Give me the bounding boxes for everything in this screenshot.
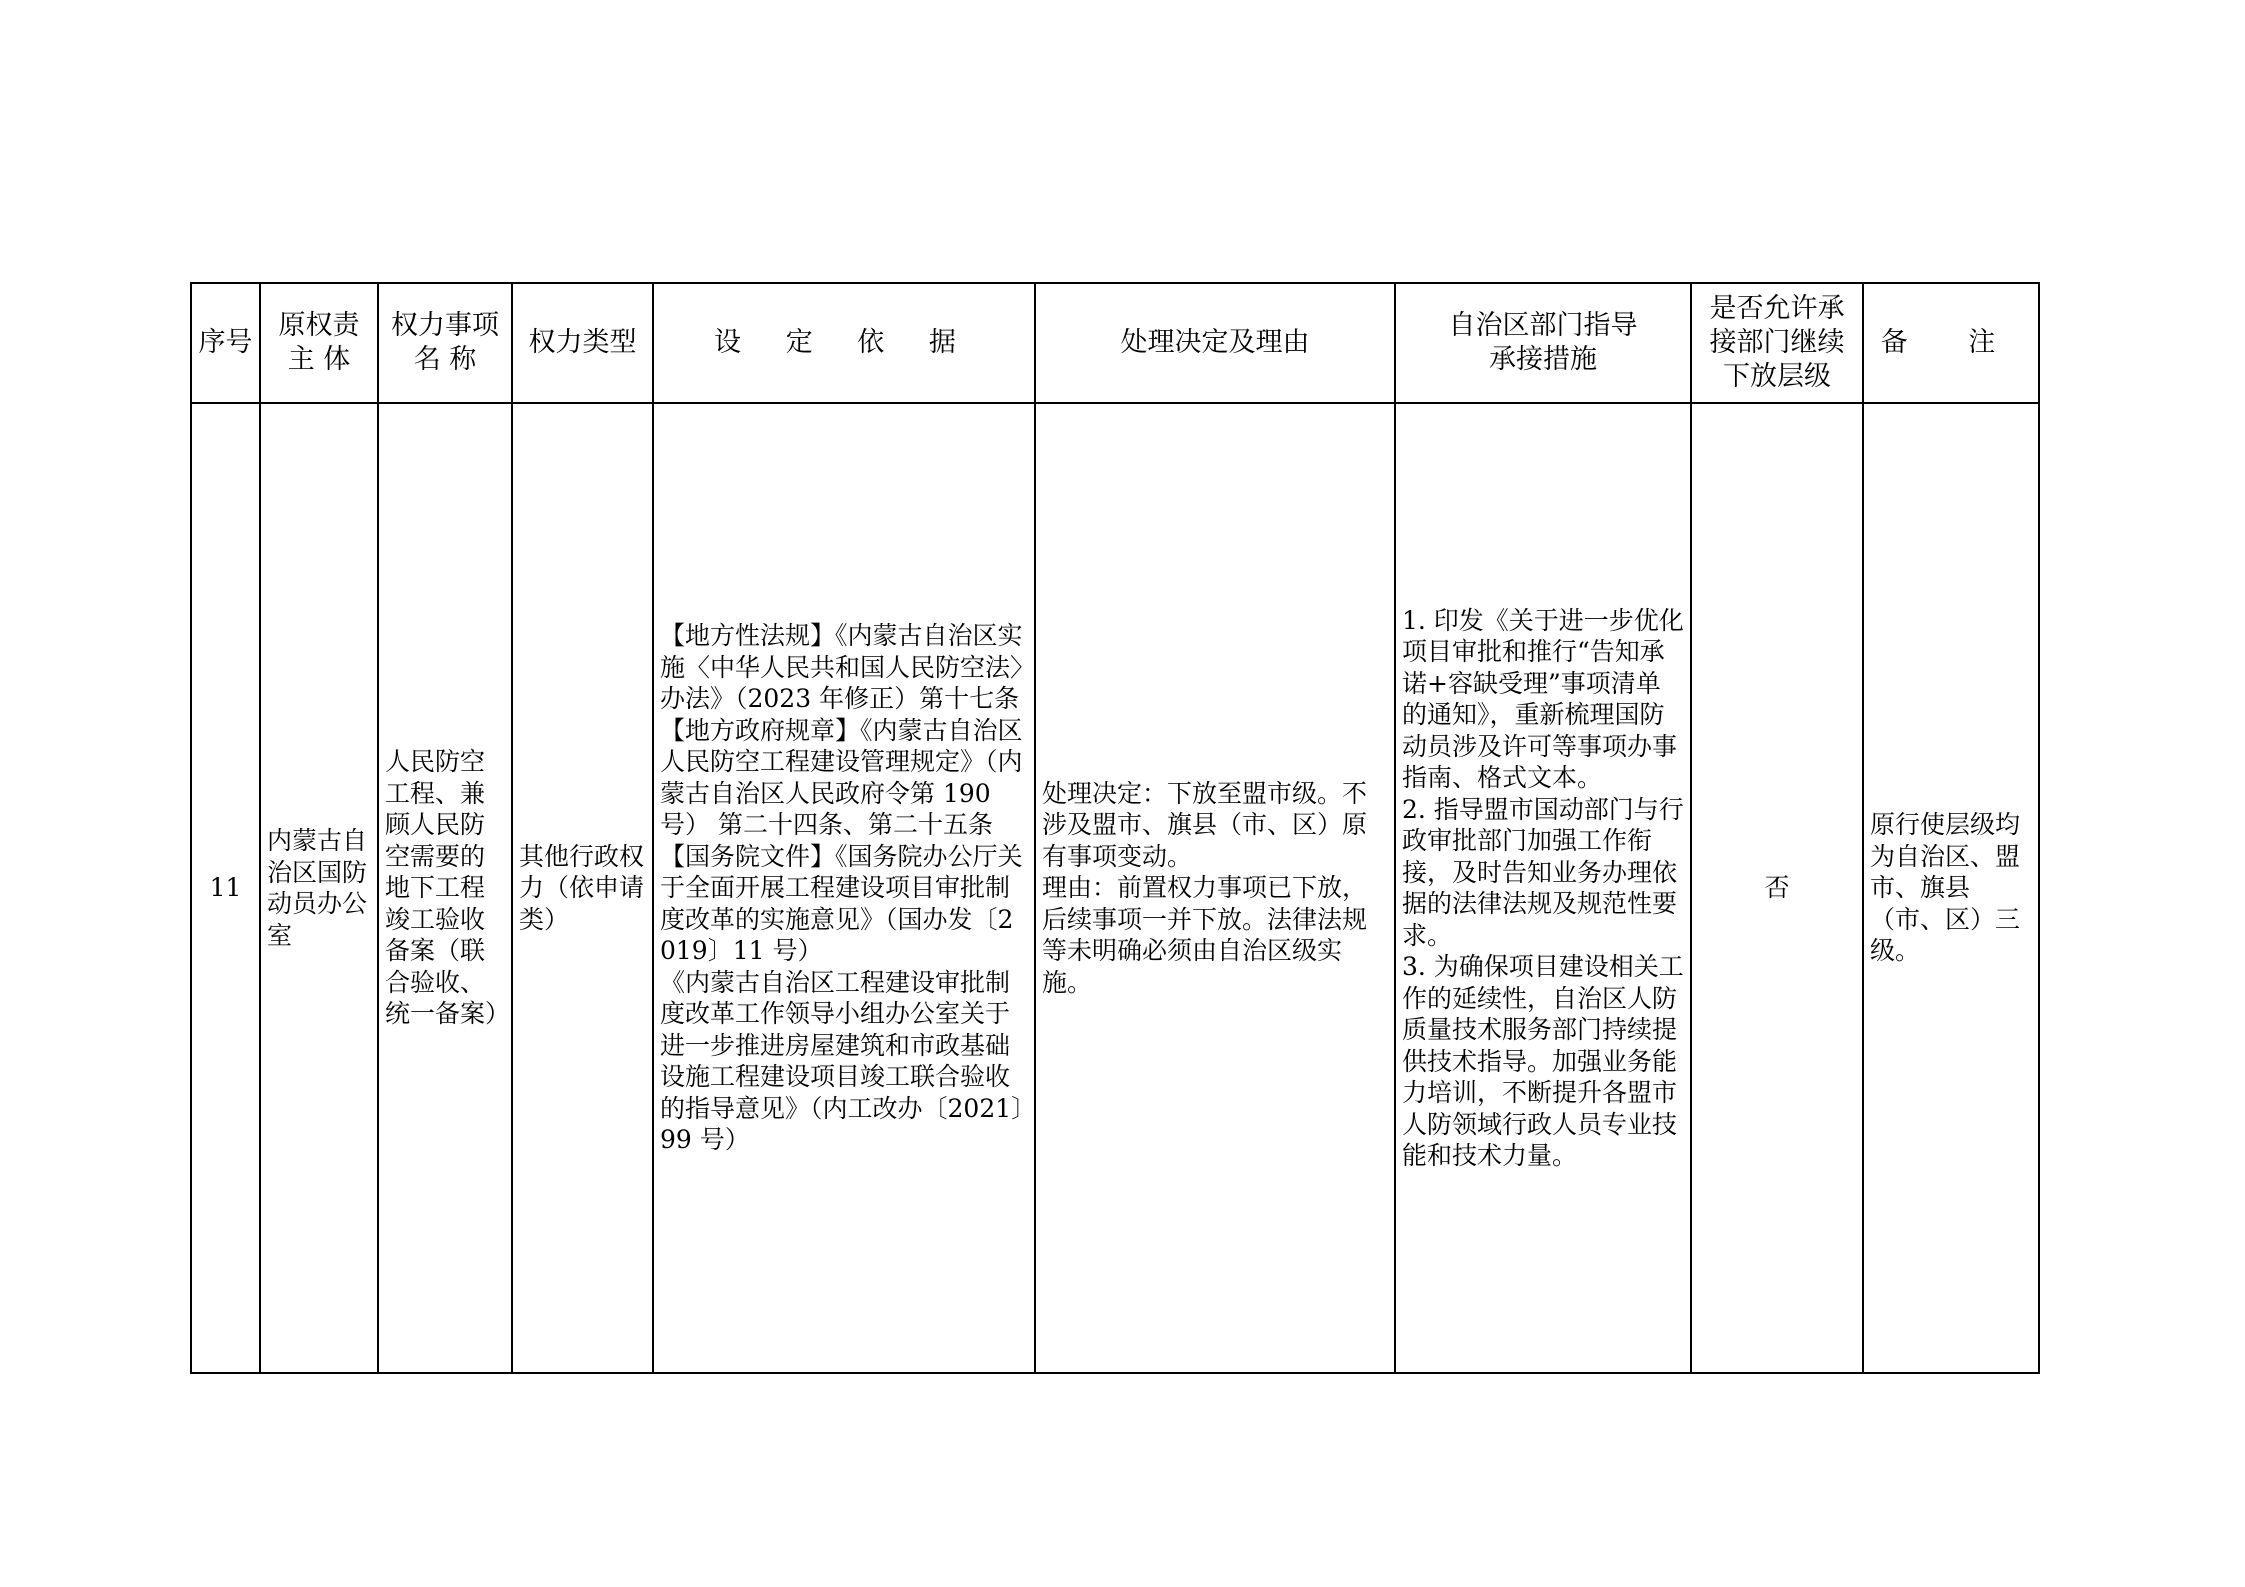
table-header-row [191,283,2039,403]
table-row [191,403,2039,1373]
cell-index: 11 [191,403,260,1373]
header-remarks: 备 注 [1863,283,2039,403]
header-measures: 自治区部门指导 承接措施 [1395,283,1691,403]
cell-remarks: 原行使层级均为自治区、盟市、旗县（市、区）三级。 [1863,403,2039,1373]
cell-measures: 1. 印发《关于进一步优化项目审批和推行“告知承诺+容缺受理”事项清单的通知》，重新梳理国防动员涉及许可等事项办事指南、格式文本。 2. 指导盟市国动部门与行政审批部门加强工作衔接，及时告知业务办理依据的法律法规及规范性要求。 3. 为确保项目建设相关工作的延续性，自治区人防质量技术服务部门持续提供技术指导。加强业务能力培训，不断提升各盟市人防领域行政人员专业技能和技术力量。 [1395,403,1691,1373]
header-index: 序号 [191,283,260,403]
header-allow-delegate: 是否允许承 接部门继续 下放层级 [1691,283,1863,403]
header-original-subject: 原权责 主 体 [260,283,378,403]
cell-basis: 【地方性法规】《内蒙古自治区实施〈中华人民共和国人民防空法〉办法》（2023 年修正）第十七条 【地方政府规章】《内蒙古自治区人民防空工程建设管理规定》（内蒙古自治区人民政府令第 190 号） 第二十四条、第二十五条 【国务院文件】《国务院办公厅关于全面开展工程建设项目审批制度改革的实施意见》（国办发〔2019〕11 号） 《内蒙古自治区工程建设审批制度改革工作领导小组办公室关于进一步推进房屋建筑和市政基础设施工程建设项目竣工联合验收的指导意见》（内工改办〔2021〕99 号） [653,403,1035,1373]
header-item-name: 权力事项 名 称 [378,283,512,403]
cell-item-name: 人民防空工程、兼顾人民防空需要的地下工程竣工验收备案（联合验收、统一备案） [378,403,512,1373]
cell-decision: 处理决定：下放至盟市级。不涉及盟市、旗县（市、区）原有事项变动。 理由：前置权力事项已下放，后续事项一并下放。法律法规等未明确必须由自治区级实施。 [1035,403,1395,1373]
cell-original-subject: 内蒙古自治区国防动员办公室 [260,403,378,1373]
cell-allow-delegate: 否 [1691,403,1863,1373]
header-basis: 设 定 依 据 [653,283,1035,403]
cell-power-type: 其他行政权力（依申请类） [512,403,653,1373]
header-decision: 处理决定及理由 [1035,283,1395,403]
power-items-table [190,282,2040,1374]
header-power-type: 权力类型 [512,283,653,403]
